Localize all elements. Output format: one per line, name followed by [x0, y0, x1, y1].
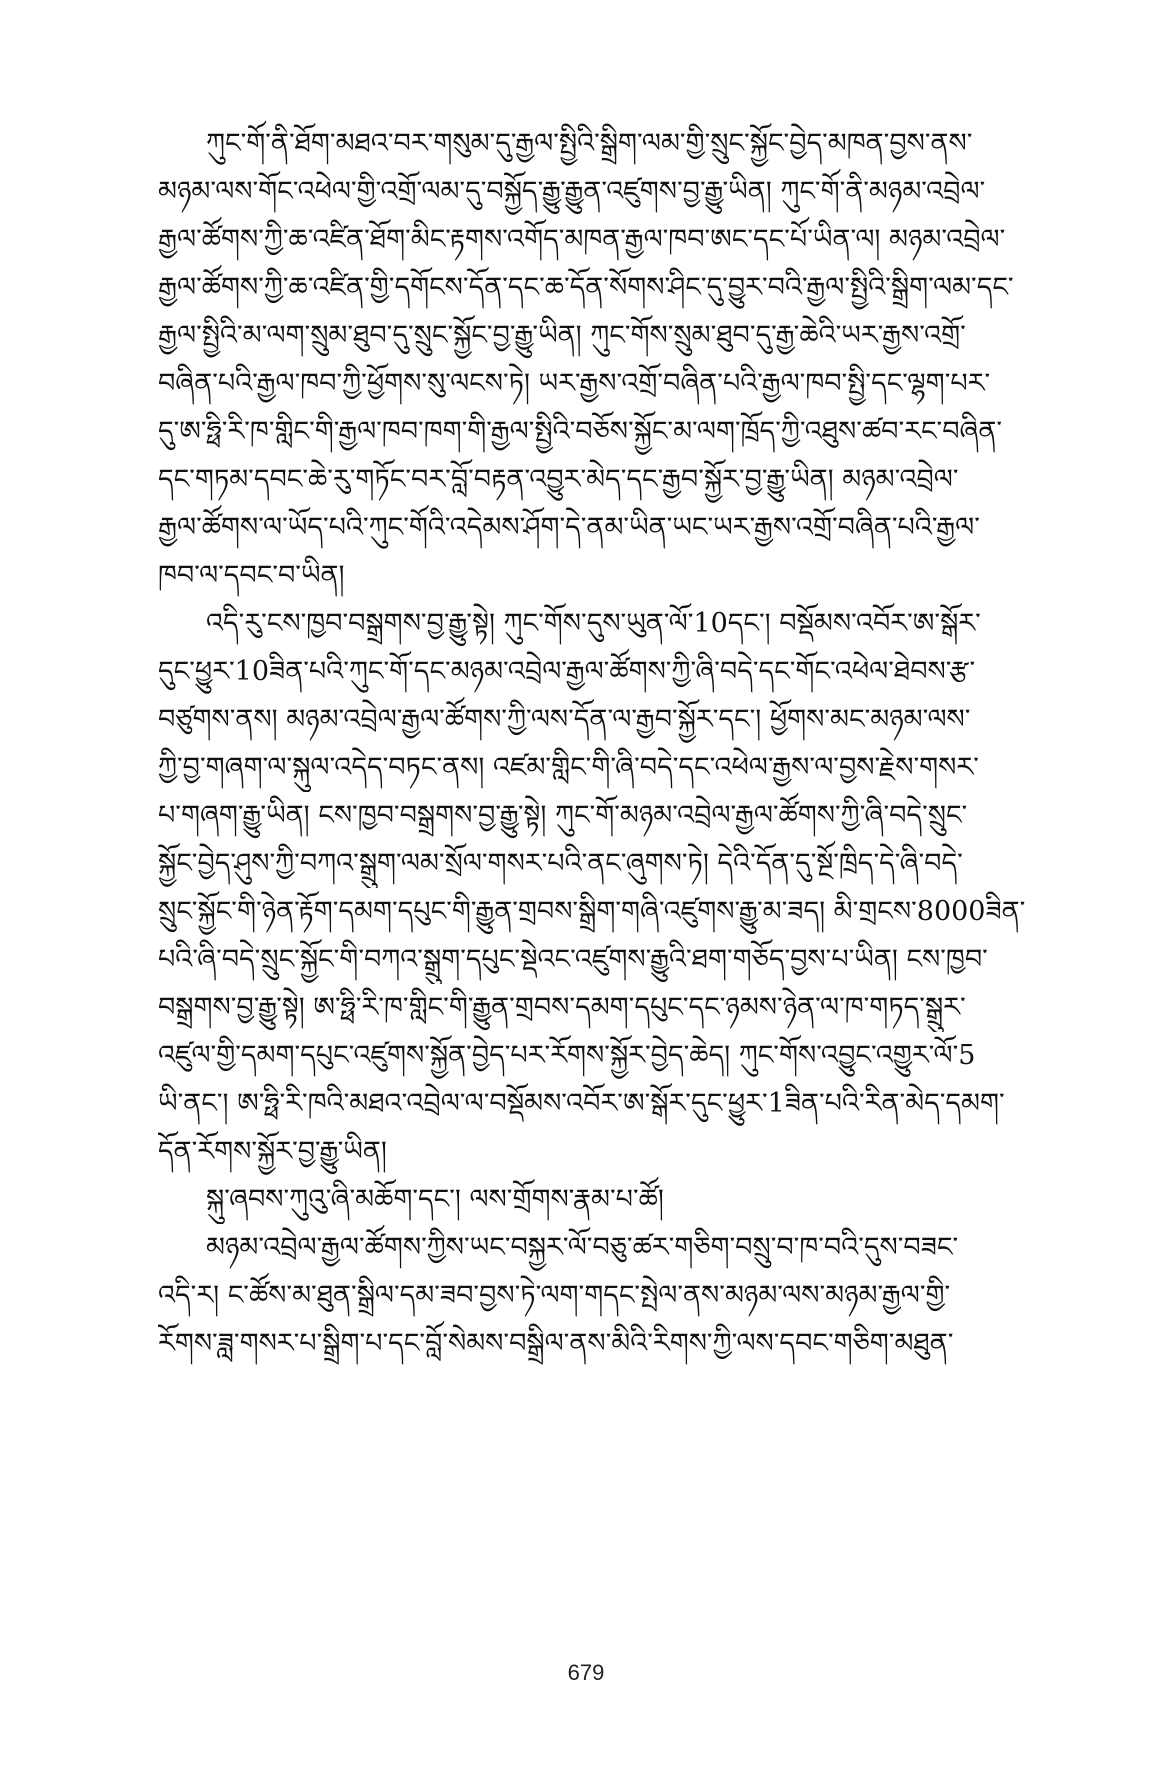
text-line: བཞིན་པའི་རྒྱལ་ཁབ་ཀྱི་ཕྱོགས་སུ་ལངས་ཏེ། ཡར་རྒྱས་འགྲོ་བཞིན་པའི་རྒྱལ་ཁབ་སྤྱི་དང་ལྷག་པར་	[158, 368, 991, 399]
text-line: མཉམ་འབྲེལ་རྒྱལ་ཚོགས་ཀྱིས་ཡང་བསྐྱར་ལོ་བཅུ་ཚར་གཅིག་བསྲུ་བ་ཁ་བའི་དུས་བཟང་	[206, 1232, 959, 1263]
text-line: མཉམ་ལས་གོང་འཕེལ་གྱི་འགྲོ་ལམ་དུ་བསྐྱོད་རྒྱུ་རྒྱུན་འཛུགས་བྱ་རྒྱུ་ཡིན། ཀུང་གོ་ནི་མཉམ་འབྲེལ་	[158, 176, 986, 207]
text-line: ཀུང་གོ་ནི་ཐོག་མཐའ་བར་གསུམ་དུ་རྒྱལ་སྤྱིའི་སྒྲིག་ལམ་གྱི་སྲུང་སྐྱོང་བྱེད་མཁན་བྱས་ནས་	[206, 128, 973, 159]
text-line: རྒྱལ་ཚོགས་ཀྱི་ཆ་འཛིན་ཐོག་མིང་རྟགས་འགོད་མཁན་རྒྱལ་ཁབ་ཨང་དང་པོ་ཡིན་ལ། མཉམ་འབྲེལ་	[158, 224, 1006, 255]
text-line: དུང་ཕྱུར་10ཟིན་པའི་ཀུང་གོ་དང་མཉམ་འབྲེལ་རྒྱལ་ཚོགས་ཀྱི་ཞི་བདེ་དང་གོང་འཕེལ་ཐེབས་རྩ་	[158, 656, 976, 687]
text-line: པ་གཞག་རྒྱུ་ཡིན། ངས་ཁྱབ་བསྒྲགས་བྱ་རྒྱུ་སྟེ། ཀུང་གོ་མཉམ་འབྲེལ་རྒྱལ་ཚོགས་ཀྱི་ཞི་བདེ་སྲུང་	[158, 800, 968, 831]
text-line: བཙུགས་ནས། མཉམ་འབྲེལ་རྒྱལ་ཚོགས་ཀྱི་ལས་དོན་ལ་རྒྱབ་སྐྱོར་དང་། ཕྱོགས་མང་མཉམ་ལས་	[158, 704, 971, 735]
text-line: དུ་ཨ་ཧྥི་རི་ཁ་གླིང་གི་རྒྱལ་ཁབ་ཁག་གི་རྒྱལ་སྤྱིའི་བཅོས་སྐྱོང་མ་ལག་ཁྲོད་ཀྱི་འཐུས་ཚབ་རང་བཞིན་	[158, 416, 1003, 447]
text-line: རོགས་ཟླ་གསར་པ་སྒྲིག་པ་དང་བློ་སེམས་བསྒྲིལ་ནས་མིའི་རིགས་ཀྱི་ལས་དབང་གཅིག་མཐུན་	[158, 1328, 954, 1359]
text-line: སྲུང་སྐྱོང་གི་ཉེན་རྟོག་དམག་དཔུང་གི་རྒྱུན་གྲབས་སྒྲིག་གཞི་འཛུགས་རྒྱུ་མ་ཟད། མི་གྲངས་8000ཟིན་	[158, 896, 1026, 927]
text-line: འདི་རུ་ངས་ཁྱབ་བསྒྲགས་བྱ་རྒྱུ་སྟེ། ཀུང་གོས་དུས་ཡུན་ལོ་10དང་། བསྡོམས་འབོར་ཨ་སྒོར་	[206, 608, 981, 639]
text-line: རྒྱལ་སྤྱིའི་མ་ལག་སྲུམ་ཐུབ་དུ་སྲུང་སྐྱོང་བྱ་རྒྱུ་ཡིན། ཀུང་གོས་སྲུམ་ཐུབ་དུ་རྒྱ་ཆེའི་ཡར་རྒྱས་འགྲོ་	[158, 320, 966, 351]
page-number: 679	[567, 1660, 605, 1685]
text-line: རྒྱལ་ཚོགས་ལ་ཡོད་པའི་ཀུང་གོའི་འདེམས་ཤོག་དེ་ནམ་ཡིན་ཡང་ཡར་རྒྱས་འགྲོ་བཞིན་པའི་རྒྱལ་	[158, 512, 980, 543]
text-line: ཁབ་ལ་དབང་བ་ཡིན།	[158, 560, 345, 591]
text-line: སྐྱོང་བྱེད་ཤུས་ཀྱི་བཀའ་སྒྲུག་ལམ་སྲོལ་གསར་པའི་ནང་ཞུགས་ཏེ། དེའི་དོན་དུ་སྔོ་ཁྲིད་དེ་ཞི་བདེ་	[158, 848, 963, 879]
text-line: པའི་ཞི་བདེ་སྲུང་སྐྱོང་གི་བཀའ་སྒྲུག་དཔུང་སྡེའང་འཛུགས་རྒྱུའི་ཐག་གཅོད་བྱས་པ་ཡིན། ངས་ཁྱབ་	[158, 944, 988, 975]
text-line: བསྒྲགས་བྱ་རྒྱུ་སྟེ། ཨ་ཧྥི་རི་ཁ་གླིང་གི་རྒྱུན་གྲབས་དམག་དཔུང་དང་ཉམས་ཉེན་ལ་ཁ་གཏད་སྒྲུར་	[158, 992, 966, 1023]
text-line: འདི་ར། ང་ཚོས་མ་ཐུན་སྒྲིལ་དམ་ཟབ་བྱས་ཏེ་ལག་གདང་སྤེལ་ནས་མཉམ་ལས་མཉམ་རྒྱལ་གྱི་	[158, 1280, 951, 1311]
text-line: འཛུལ་གྱི་དམག་དཔུང་འཛུགས་སྐྱོན་བྱེད་པར་རོགས་སྐྱོར་བྱེད་ཆེད། ཀུང་གོས་འབྱུང་འགྱུར་ལོ་5	[158, 1040, 976, 1071]
text-line: དང་གཏམ་དབང་ཆེ་རུ་གཏོང་བར་བློ་བརྟན་འབྱུར་མེད་དང་རྒྱབ་སྐྱོར་བྱ་རྒྱུ་ཡིན། མཉམ་འབྲེལ་	[158, 464, 959, 495]
text-line: དོན་རོགས་སྐྱོར་བྱ་རྒྱུ་ཡིན།	[158, 1136, 387, 1167]
text-line: སྐུ་ཞབས་ཀུའུ་ཞི་མཆོག་དང་། ལས་གྲོགས་རྣམ་པ་ཚོ།	[206, 1184, 664, 1215]
text-line: ཀྱི་བྱ་གཞག་ལ་སྐུལ་འདེད་བཏང་ནས། འཛམ་གླིང་གི་ཞི་བདེ་དང་འཕེལ་རྒྱས་ལ་བྱས་རྗེས་གསར་	[158, 752, 979, 783]
text-line: ཡི་ནང་། ཨ་ཧྥི་རི་ཁའི་མཐའ་འབྲེལ་ལ་བསྡོམས་འབོར་ཨ་སྒོར་དུང་ཕྱུར་1ཟིན་པའི་རིན་མེད་དམག་	[158, 1088, 1005, 1119]
body-text	[158, 120, 1028, 1368]
text-line: རྒྱལ་ཚོགས་ཀྱི་ཆ་འཛིན་གྱི་དགོངས་དོན་དང་ཆ་དོན་སོགས་ཤིང་དུ་བྱུར་བའི་རྒྱལ་སྤྱིའི་སྒྲིག་ལམ་དང་	[158, 272, 1014, 303]
